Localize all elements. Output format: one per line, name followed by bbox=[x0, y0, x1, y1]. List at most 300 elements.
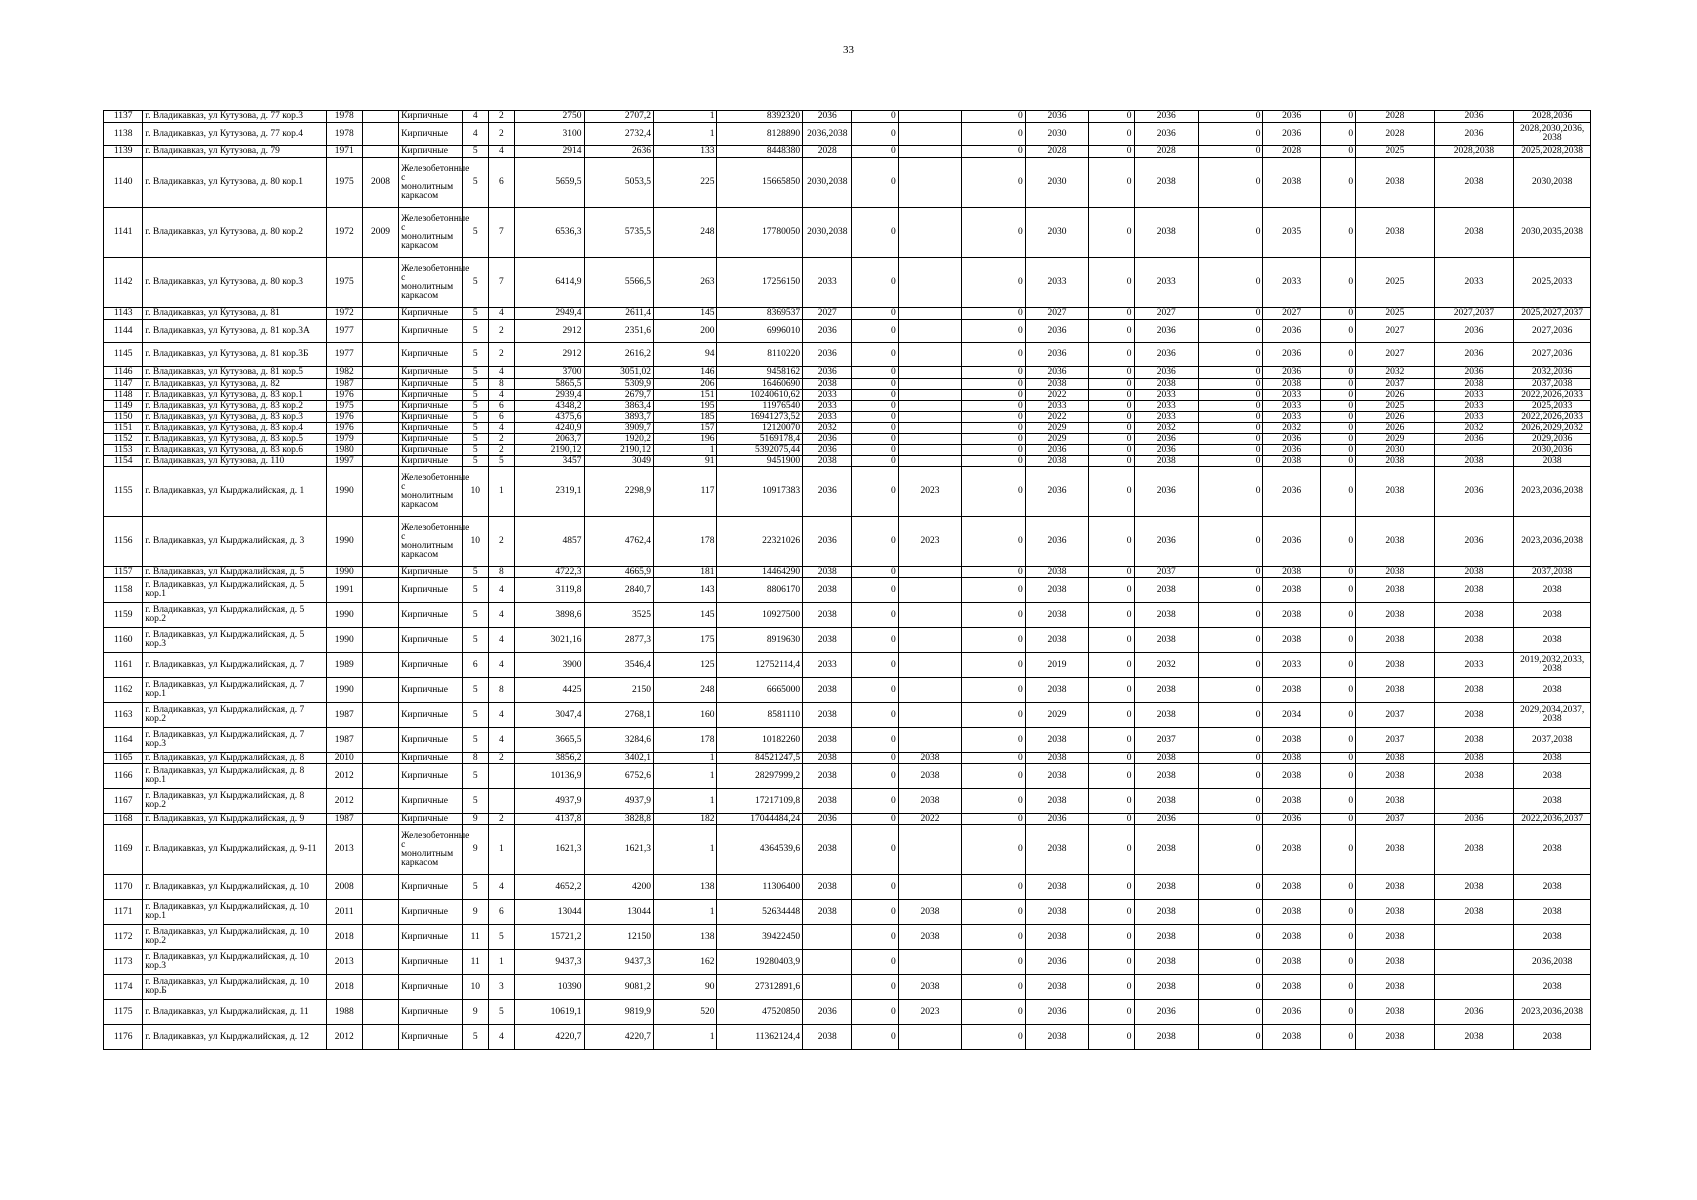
table-cell: 0 bbox=[1320, 825, 1355, 875]
table-cell bbox=[898, 875, 961, 900]
table-cell: 4220,7 bbox=[515, 1025, 585, 1050]
table-cell: 84521247,5 bbox=[717, 753, 803, 764]
table-row bbox=[104, 1000, 1591, 1025]
table-cell: 2013 bbox=[326, 950, 362, 975]
table-cell: 0 bbox=[852, 158, 898, 208]
table-cell: Кирпичные bbox=[399, 628, 462, 653]
table-cell: 1142 bbox=[104, 258, 143, 308]
table-cell: 2036 bbox=[1434, 434, 1514, 445]
table-cell: 0 bbox=[1089, 789, 1134, 814]
table-cell: 2028 bbox=[1356, 111, 1435, 123]
table-cell: Железобетонные с монолитным каркасом bbox=[399, 517, 462, 567]
table-cell: Кирпичные bbox=[399, 146, 462, 158]
table-cell: 2611,4 bbox=[584, 308, 654, 320]
table-cell: 5865,5 bbox=[515, 379, 585, 390]
table-cell: 2025,2033 bbox=[1514, 258, 1591, 308]
table-cell: 2030 bbox=[1025, 123, 1088, 146]
table-cell: 2036 bbox=[1134, 467, 1198, 517]
table-cell: 8 bbox=[488, 379, 514, 390]
table-cell: 0 bbox=[1198, 111, 1262, 123]
table-cell: 0 bbox=[1320, 753, 1355, 764]
table-cell: 2038 bbox=[1134, 578, 1198, 603]
table-cell: 1146 bbox=[104, 367, 143, 379]
table-cell: 2038 bbox=[1356, 628, 1435, 653]
table-cell: 5 bbox=[462, 456, 488, 467]
table-cell: 2013 bbox=[326, 825, 362, 875]
table-cell: 0 bbox=[1089, 517, 1134, 567]
table-cell bbox=[898, 1025, 961, 1050]
table-cell: 0 bbox=[1198, 678, 1262, 703]
table-cell: 2009 bbox=[362, 208, 398, 258]
table-cell: 0 bbox=[1198, 517, 1262, 567]
table-row bbox=[104, 753, 1591, 764]
table-cell: 0 bbox=[962, 320, 1025, 343]
table-cell: 1151 bbox=[104, 423, 143, 434]
table-cell: 2351,6 bbox=[584, 320, 654, 343]
table-cell: 2032 bbox=[1134, 423, 1198, 434]
table-cell: 2038 bbox=[803, 703, 852, 728]
table-cell: 0 bbox=[1320, 703, 1355, 728]
table-cell: 2011 bbox=[326, 900, 362, 925]
table-cell: 0 bbox=[962, 308, 1025, 320]
table-cell: 47520850 bbox=[717, 1000, 803, 1025]
table-cell: 0 bbox=[1198, 158, 1262, 208]
table-cell: 2038 bbox=[803, 456, 852, 467]
table-cell: 2033 bbox=[1263, 401, 1320, 412]
table-cell: 162 bbox=[654, 950, 717, 975]
table-cell: 0 bbox=[1320, 814, 1355, 825]
table-cell: 0 bbox=[1089, 343, 1134, 367]
table-cell: 1158 bbox=[104, 578, 143, 603]
table-cell: 2029 bbox=[1025, 423, 1088, 434]
table-cell: 1139 bbox=[104, 146, 143, 158]
table-cell: 2036 bbox=[1263, 320, 1320, 343]
housing-table bbox=[103, 110, 1591, 1050]
table-cell: 2914 bbox=[515, 146, 585, 158]
table-cell: 2038 bbox=[1356, 900, 1435, 925]
table-cell: 17256150 bbox=[717, 258, 803, 308]
table-row bbox=[104, 1025, 1591, 1050]
table-cell: 0 bbox=[1198, 258, 1262, 308]
table-cell: 14464290 bbox=[717, 567, 803, 578]
table-cell: 2038 bbox=[1025, 925, 1088, 950]
table-cell: 1988 bbox=[326, 1000, 362, 1025]
table-cell: 0 bbox=[962, 390, 1025, 401]
table-cell: 2036 bbox=[803, 445, 852, 456]
table-cell bbox=[1434, 445, 1514, 456]
table-cell: 1987 bbox=[326, 379, 362, 390]
table-cell bbox=[1434, 950, 1514, 975]
table-cell: 2037,2038 bbox=[1514, 728, 1591, 753]
table-cell: 5 bbox=[488, 456, 514, 467]
table-cell: 2036 bbox=[1134, 320, 1198, 343]
table-cell: 1 bbox=[654, 900, 717, 925]
table-cell: 2029 bbox=[1356, 434, 1435, 445]
table-cell: 0 bbox=[1320, 401, 1355, 412]
table-cell: 2038 bbox=[1263, 628, 1320, 653]
table-cell: г. Владикавказ, ул Кутузова, д. 81 кор.3А bbox=[143, 320, 326, 343]
table-cell: 1137 bbox=[104, 111, 143, 123]
table-cell: 3863,4 bbox=[584, 401, 654, 412]
table-cell: 178 bbox=[654, 728, 717, 753]
table-cell: 4 bbox=[488, 423, 514, 434]
table-cell: 2023,2036,2038 bbox=[1514, 1000, 1591, 1025]
table-cell: 0 bbox=[1198, 764, 1262, 789]
table-cell: г. Владикавказ, ул Кырджалийская, д. 7 кор.3 bbox=[143, 728, 326, 753]
table-cell: 0 bbox=[962, 517, 1025, 567]
table-cell: 11 bbox=[462, 925, 488, 950]
table-cell: 2038 bbox=[1025, 578, 1088, 603]
table-cell: 0 bbox=[1320, 975, 1355, 1000]
table-cell: 0 bbox=[852, 412, 898, 423]
table-cell bbox=[362, 753, 398, 764]
table-cell: Железобетонные с монолитным каркасом bbox=[399, 825, 462, 875]
table-cell bbox=[362, 423, 398, 434]
table-row bbox=[104, 445, 1591, 456]
table-cell: 2029,2036 bbox=[1514, 434, 1591, 445]
table-cell bbox=[803, 975, 852, 1000]
table-cell: Кирпичные bbox=[399, 111, 462, 123]
table-cell: 0 bbox=[1198, 390, 1262, 401]
table-cell bbox=[362, 875, 398, 900]
table-cell: 0 bbox=[1320, 653, 1355, 678]
table-cell: 5 bbox=[462, 412, 488, 423]
table-cell: 1976 bbox=[326, 423, 362, 434]
table-cell: 2036 bbox=[803, 1000, 852, 1025]
table-cell: 2190,12 bbox=[515, 445, 585, 456]
table-cell: 0 bbox=[1320, 434, 1355, 445]
table-cell bbox=[362, 123, 398, 146]
table-cell: 5053,5 bbox=[584, 158, 654, 208]
table-cell bbox=[362, 567, 398, 578]
table-cell: 10 bbox=[462, 975, 488, 1000]
table-cell: 2036 bbox=[1434, 111, 1514, 123]
table-cell: 2038 bbox=[1025, 1025, 1088, 1050]
table-cell: 11362124,4 bbox=[717, 1025, 803, 1050]
table-cell: 3119,8 bbox=[515, 578, 585, 603]
table-cell: 8 bbox=[488, 678, 514, 703]
table-cell: 2036 bbox=[803, 467, 852, 517]
table-cell: 5 bbox=[462, 146, 488, 158]
table-cell: 2022 bbox=[898, 814, 961, 825]
table-cell: 2038 bbox=[1356, 578, 1435, 603]
table-cell: 0 bbox=[1089, 925, 1134, 950]
table-cell: 6 bbox=[488, 401, 514, 412]
table-cell: г. Владикавказ, ул Кутузова, д. 81 bbox=[143, 308, 326, 320]
table-cell bbox=[898, 950, 961, 975]
table-cell: 2036 bbox=[1263, 111, 1320, 123]
table-cell: г. Владикавказ, ул Кырджалийская, д. 7 кор.1 bbox=[143, 678, 326, 703]
table-cell: 2038 bbox=[898, 925, 961, 950]
table-cell: г. Владикавказ, ул Кырджалийская, д. 10 кор.Б bbox=[143, 975, 326, 1000]
table-cell: 1 bbox=[488, 467, 514, 517]
table-cell: 2032 bbox=[1134, 653, 1198, 678]
table-cell: 2038 bbox=[1434, 628, 1514, 653]
table-cell: 2038 bbox=[898, 900, 961, 925]
table-cell: 0 bbox=[852, 367, 898, 379]
table-cell: 0 bbox=[1089, 467, 1134, 517]
table-cell: 2033 bbox=[1025, 401, 1088, 412]
table-cell: 0 bbox=[1320, 517, 1355, 567]
table-cell: 1143 bbox=[104, 308, 143, 320]
table-cell: 9437,3 bbox=[515, 950, 585, 975]
table-cell: 8919630 bbox=[717, 628, 803, 653]
table-cell bbox=[898, 158, 961, 208]
table-row bbox=[104, 950, 1591, 975]
table-cell: 2036 bbox=[1134, 517, 1198, 567]
table-cell: 2033 bbox=[1134, 390, 1198, 401]
table-cell: Кирпичные bbox=[399, 1000, 462, 1025]
table-cell bbox=[898, 111, 961, 123]
table-cell: 5 bbox=[462, 578, 488, 603]
table-cell: 2036 bbox=[803, 111, 852, 123]
table-cell: 6752,6 bbox=[584, 764, 654, 789]
table-cell: 2038 bbox=[1514, 678, 1591, 703]
table-cell: Кирпичные bbox=[399, 950, 462, 975]
table-row bbox=[104, 401, 1591, 412]
table-row bbox=[104, 379, 1591, 390]
table-cell: 0 bbox=[1320, 728, 1355, 753]
table-cell: 10390 bbox=[515, 975, 585, 1000]
table-row bbox=[104, 308, 1591, 320]
table-cell: 17044484,24 bbox=[717, 814, 803, 825]
table-cell: 0 bbox=[852, 343, 898, 367]
table-row bbox=[104, 789, 1591, 814]
table-cell: 0 bbox=[852, 320, 898, 343]
table-cell: 4 bbox=[488, 578, 514, 603]
table-cell: 1166 bbox=[104, 764, 143, 789]
table-cell: г. Владикавказ, ул Кырджалийская, д. 10 кор.3 bbox=[143, 950, 326, 975]
table-cell: 2027 bbox=[1134, 308, 1198, 320]
table-cell: 6414,9 bbox=[515, 258, 585, 308]
table-cell: 2038 bbox=[1514, 875, 1591, 900]
table-cell: 0 bbox=[962, 753, 1025, 764]
table-cell: 0 bbox=[962, 703, 1025, 728]
table-cell: 8 bbox=[462, 753, 488, 764]
table-cell bbox=[362, 1000, 398, 1025]
table-row bbox=[104, 875, 1591, 900]
table-cell: 52634448 bbox=[717, 900, 803, 925]
table-cell: 2038 bbox=[898, 789, 961, 814]
table-cell: 0 bbox=[852, 603, 898, 628]
table-cell bbox=[362, 111, 398, 123]
table-cell: 185 bbox=[654, 412, 717, 423]
table-cell: 133 bbox=[654, 146, 717, 158]
table-cell: 6996010 bbox=[717, 320, 803, 343]
table-cell: 4 bbox=[488, 653, 514, 678]
table-cell: 143 bbox=[654, 578, 717, 603]
table-cell: 2038 bbox=[1263, 456, 1320, 467]
table-cell: 0 bbox=[1089, 814, 1134, 825]
table-cell: 2019,2032,2033, 2038 bbox=[1514, 653, 1591, 678]
table-cell bbox=[362, 308, 398, 320]
table-cell: 2150 bbox=[584, 678, 654, 703]
table-cell bbox=[362, 390, 398, 401]
table-cell: Кирпичные bbox=[399, 320, 462, 343]
table-cell: 3100 bbox=[515, 123, 585, 146]
table-cell: 12752114,4 bbox=[717, 653, 803, 678]
table-cell: 5 bbox=[488, 1000, 514, 1025]
table-cell: 4937,9 bbox=[515, 789, 585, 814]
table-cell: 2023,2036,2038 bbox=[1514, 517, 1591, 567]
table-cell: 0 bbox=[1089, 456, 1134, 467]
table-cell: 0 bbox=[962, 412, 1025, 423]
table-cell: 0 bbox=[1320, 456, 1355, 467]
table-cell: 1987 bbox=[326, 814, 362, 825]
table-cell: 0 bbox=[852, 653, 898, 678]
table-cell bbox=[362, 728, 398, 753]
table-cell: г. Владикавказ, ул Кырджалийская, д. 3 bbox=[143, 517, 326, 567]
table-cell: 1977 bbox=[326, 343, 362, 367]
table-cell: 4364539,6 bbox=[717, 825, 803, 875]
table-cell: 0 bbox=[852, 703, 898, 728]
table-cell bbox=[1434, 789, 1514, 814]
table-cell: 145 bbox=[654, 308, 717, 320]
table-cell: 2038 bbox=[1514, 764, 1591, 789]
table-cell: 0 bbox=[852, 753, 898, 764]
table-cell: 2038 bbox=[1134, 1025, 1198, 1050]
table-cell: 7 bbox=[488, 208, 514, 258]
table-cell: 0 bbox=[1320, 379, 1355, 390]
table-cell: 2036 bbox=[1434, 517, 1514, 567]
table-cell bbox=[898, 401, 961, 412]
table-cell: 0 bbox=[852, 445, 898, 456]
table-cell: 0 bbox=[962, 401, 1025, 412]
table-cell: 2036 bbox=[1434, 367, 1514, 379]
table-cell: 2010 bbox=[326, 753, 362, 764]
table-cell: 0 bbox=[852, 678, 898, 703]
table-cell: 9819,9 bbox=[584, 1000, 654, 1025]
table-cell bbox=[488, 764, 514, 789]
table-cell: 2036 bbox=[803, 367, 852, 379]
table-cell: 2036 bbox=[803, 434, 852, 445]
table-cell: 2038 bbox=[803, 789, 852, 814]
table-cell: 8581110 bbox=[717, 703, 803, 728]
table-cell: 2036 bbox=[1134, 343, 1198, 367]
table-cell: 2038 bbox=[1134, 950, 1198, 975]
table-cell: 11 bbox=[462, 950, 488, 975]
table-cell: 4 bbox=[488, 308, 514, 320]
table-cell: 2038 bbox=[1134, 900, 1198, 925]
table-cell: 1155 bbox=[104, 467, 143, 517]
table-cell: 1172 bbox=[104, 925, 143, 950]
table-cell: 2038 bbox=[1134, 603, 1198, 628]
table-cell: 2033 bbox=[803, 653, 852, 678]
table-cell: 0 bbox=[1089, 753, 1134, 764]
table-cell: 2025 bbox=[1356, 401, 1435, 412]
table-cell bbox=[898, 603, 961, 628]
table-cell: 225 bbox=[654, 158, 717, 208]
table-cell: 8128890 bbox=[717, 123, 803, 146]
table-cell: 2033 bbox=[803, 390, 852, 401]
table-cell: 0 bbox=[1198, 123, 1262, 146]
table-cell: 3828,8 bbox=[584, 814, 654, 825]
table-cell: 2038 bbox=[1356, 1025, 1435, 1050]
table-cell: 9 bbox=[462, 900, 488, 925]
table-row bbox=[104, 467, 1591, 517]
table-cell: 1175 bbox=[104, 1000, 143, 1025]
table-cell: 138 bbox=[654, 875, 717, 900]
table-cell: 3893,7 bbox=[584, 412, 654, 423]
table-cell: 2038 bbox=[1134, 875, 1198, 900]
table-cell: 2037,2038 bbox=[1514, 567, 1591, 578]
table-cell bbox=[898, 123, 961, 146]
table-row bbox=[104, 653, 1591, 678]
table-cell: 138 bbox=[654, 925, 717, 950]
table-cell: 8392320 bbox=[717, 111, 803, 123]
table-cell: 0 bbox=[1320, 343, 1355, 367]
table-row bbox=[104, 814, 1591, 825]
table-cell: 1145 bbox=[104, 343, 143, 367]
table-cell: 2038 bbox=[1263, 678, 1320, 703]
table-cell: г. Владикавказ, ул Кутузова, д. 80 кор.2 bbox=[143, 208, 326, 258]
table-cell: Кирпичные bbox=[399, 567, 462, 578]
table-row bbox=[104, 578, 1591, 603]
table-cell: 4 bbox=[488, 728, 514, 753]
table-cell: 2036 bbox=[1134, 445, 1198, 456]
table-cell bbox=[488, 789, 514, 814]
table-cell: 2036 bbox=[1263, 1000, 1320, 1025]
table-cell: 2038 bbox=[1025, 875, 1088, 900]
table-cell: 3700 bbox=[515, 367, 585, 379]
table-cell: 0 bbox=[962, 814, 1025, 825]
table-cell: 0 bbox=[1089, 401, 1134, 412]
table-cell: 2038 bbox=[1434, 875, 1514, 900]
table-cell: 2036 bbox=[803, 320, 852, 343]
table-cell: 1987 bbox=[326, 703, 362, 728]
table-cell: г. Владикавказ, ул Кутузова, д. 77 кор.3 bbox=[143, 111, 326, 123]
table-cell: 2023 bbox=[898, 467, 961, 517]
table-cell: 2036,2038 bbox=[803, 123, 852, 146]
table-cell: 10 bbox=[462, 467, 488, 517]
table-cell bbox=[362, 628, 398, 653]
table-cell: 2038 bbox=[1134, 379, 1198, 390]
table-cell: 0 bbox=[1198, 825, 1262, 875]
table-cell: 3856,2 bbox=[515, 753, 585, 764]
table-cell: 0 bbox=[852, 390, 898, 401]
table-cell: 2033 bbox=[1263, 390, 1320, 401]
table-cell: 1171 bbox=[104, 900, 143, 925]
table-cell: г. Владикавказ, ул Кырджалийская, д. 5 кор.3 bbox=[143, 628, 326, 653]
table-cell: Кирпичные bbox=[399, 764, 462, 789]
table-cell: 0 bbox=[962, 789, 1025, 814]
table-cell: 2019 bbox=[1025, 653, 1088, 678]
table-cell: 3909,7 bbox=[584, 423, 654, 434]
table-cell: 0 bbox=[852, 208, 898, 258]
table-cell: 1161 bbox=[104, 653, 143, 678]
table-cell: 0 bbox=[1320, 208, 1355, 258]
table-cell: 10240610,62 bbox=[717, 390, 803, 401]
table-cell: 2036 bbox=[1434, 123, 1514, 146]
table-row bbox=[104, 567, 1591, 578]
table-cell: 94 bbox=[654, 343, 717, 367]
table-cell: 2033 bbox=[803, 258, 852, 308]
table-cell: 5 bbox=[462, 764, 488, 789]
table-cell: 2038 bbox=[1514, 628, 1591, 653]
table-cell: 2033 bbox=[1134, 412, 1198, 423]
table-cell: 181 bbox=[654, 567, 717, 578]
table-cell bbox=[362, 412, 398, 423]
table-cell: г. Владикавказ, ул Кутузова, д. 79 bbox=[143, 146, 326, 158]
table-cell: 11306400 bbox=[717, 875, 803, 900]
table-cell: Кирпичные bbox=[399, 814, 462, 825]
table-cell: 2038 bbox=[1356, 753, 1435, 764]
table-cell: 2036 bbox=[1025, 517, 1088, 567]
table-cell: 0 bbox=[1198, 1025, 1262, 1050]
table-cell: 2036 bbox=[1025, 320, 1088, 343]
table-cell: 2063,7 bbox=[515, 434, 585, 445]
table-cell: 2038 bbox=[803, 875, 852, 900]
